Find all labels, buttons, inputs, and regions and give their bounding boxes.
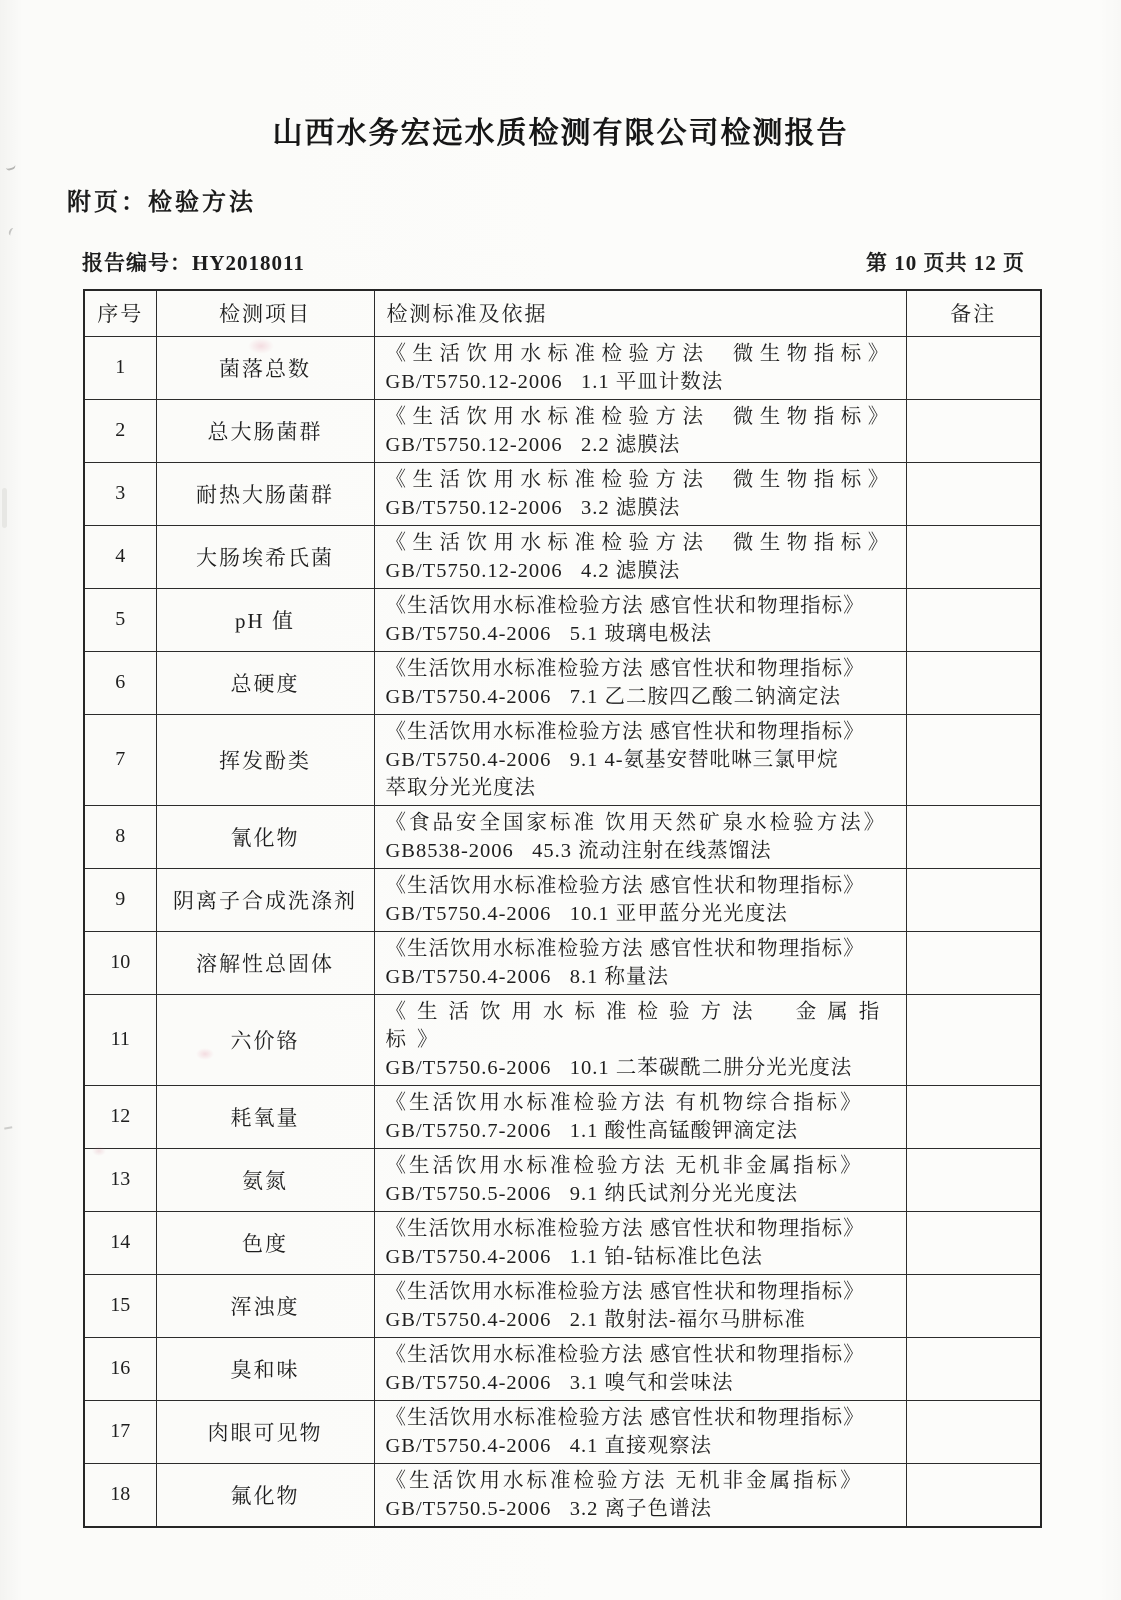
row-test-item: 大肠埃希氏菌 [156, 525, 374, 588]
row-remark [906, 588, 1041, 651]
row-remark [906, 1463, 1041, 1527]
row-test-standard [374, 336, 906, 399]
standard-line: 《生活饮用水标准检验方法 感官性状和物理指标》 [385, 1406, 865, 1429]
row-test-standard [374, 651, 906, 714]
standard-line: 《生活饮用水标准检验方法 感官性状和物理指标》 [385, 1217, 865, 1240]
standard-line: 《食品安全国家标准 饮用天然矿泉水检验方法》 [385, 811, 888, 834]
row-test-item: 菌落总数 [156, 336, 374, 399]
row-serial-number: 4 [84, 525, 156, 588]
table-row [84, 1211, 1041, 1274]
row-test-item: pH 值 [156, 588, 374, 651]
table-header-row [84, 290, 1041, 336]
table-row [84, 588, 1041, 651]
row-serial-number: 14 [84, 1211, 156, 1274]
standard-line: 《生活饮用水标准检验方法 感官性状和物理指标》 [385, 720, 865, 743]
row-serial-number: 2 [84, 399, 156, 462]
row-test-item: 浑浊度 [156, 1274, 374, 1337]
row-remark [906, 651, 1041, 714]
standard-line: GB/T5750.12-2006 1.1 平皿计数法 [385, 370, 724, 393]
row-serial-number: 7 [84, 714, 156, 805]
standard-line: GB8538-2006 45.3 流动注射在线蒸馏法 [385, 839, 772, 862]
standard-line: GB/T5750.4-2006 9.1 4-氨基安替吡啉三氯甲烷 [385, 748, 839, 771]
standard-line: GB/T5750.4-2006 3.1 嗅气和尝味法 [385, 1371, 734, 1394]
standard-line: GB/T5750.12-2006 2.2 滤膜法 [385, 433, 681, 456]
standard-line: 《生活饮用水标准检验方法 无机非金属指标》 [385, 1469, 864, 1492]
row-test-standard [374, 805, 906, 868]
standard-line: 《生活饮用水标准检验方法 金属指标》 [385, 1000, 891, 1051]
row-test-item: 氨氮 [156, 1148, 374, 1211]
standard-line: GB/T5750.12-2006 3.2 滤膜法 [385, 496, 681, 519]
meta-row [0, 247, 1121, 277]
row-test-standard [374, 714, 906, 805]
standard-line: 《生活饮用水标准检验方法 感官性状和物理指标》 [385, 594, 865, 617]
standard-line: 《生活饮用水标准检验方法 微生物指标》 [385, 342, 895, 365]
report-number: 报告编号：HY2018011 [82, 251, 305, 275]
table-row [84, 336, 1041, 399]
row-test-standard [374, 1337, 906, 1400]
scan-artifact [2, 488, 7, 528]
row-test-standard [374, 1211, 906, 1274]
standard-line: GB/T5750.5-2006 9.1 纳氏试剂分光光度法 [385, 1182, 799, 1205]
row-remark [906, 399, 1041, 462]
table-row [84, 525, 1041, 588]
row-serial-number: 5 [84, 588, 156, 651]
row-serial-number: 18 [84, 1463, 156, 1527]
row-test-item: 耐热大肠菌群 [156, 462, 374, 525]
row-test-item: 溶解性总固体 [156, 931, 374, 994]
row-remark [906, 1337, 1041, 1400]
table-row [84, 1400, 1041, 1463]
table-row [84, 1463, 1041, 1527]
row-test-item: 耗氧量 [156, 1085, 374, 1148]
row-serial-number: 9 [84, 868, 156, 931]
row-test-standard [374, 931, 906, 994]
standard-line: 《生活饮用水标准检验方法 感官性状和物理指标》 [385, 1280, 865, 1303]
standard-line: 《生活饮用水标准检验方法 微生物指标》 [385, 531, 895, 554]
standard-line: GB/T5750.4-2006 8.1 称量法 [385, 965, 670, 988]
row-remark [906, 868, 1041, 931]
table-row [84, 1337, 1041, 1400]
table-row [84, 931, 1041, 994]
row-test-standard [374, 1274, 906, 1337]
row-remark [906, 462, 1041, 525]
row-test-item: 总大肠菌群 [156, 399, 374, 462]
row-remark [906, 714, 1041, 805]
table-body [84, 336, 1041, 1527]
row-remark [906, 1148, 1041, 1211]
table-row [84, 1148, 1041, 1211]
row-test-standard [374, 994, 906, 1085]
page-subtitle: 附页：检验方法 [67, 189, 256, 216]
standard-line: 《生活饮用水标准检验方法 有机物综合指标》 [385, 1091, 864, 1114]
standard-line: GB/T5750.7-2006 1.1 酸性高锰酸钾滴定法 [385, 1119, 799, 1142]
table-row [84, 868, 1041, 931]
row-test-standard [374, 868, 906, 931]
row-serial-number: 13 [84, 1148, 156, 1211]
row-serial-number: 12 [84, 1085, 156, 1148]
standard-line: 《生活饮用水标准检验方法 微生物指标》 [385, 405, 895, 428]
row-test-standard [374, 588, 906, 651]
scan-artifact [8, 227, 17, 237]
table-row [84, 462, 1041, 525]
row-remark [906, 931, 1041, 994]
row-test-item: 总硬度 [156, 651, 374, 714]
row-serial-number: 11 [84, 994, 156, 1085]
table-row [84, 1085, 1041, 1148]
standard-line: GB/T5750.4-2006 2.1 散射法-福尔马肼标准 [385, 1308, 806, 1331]
row-serial-number: 16 [84, 1337, 156, 1400]
row-serial-number: 3 [84, 462, 156, 525]
scan-artifact [4, 1123, 13, 1129]
standard-line: 《生活饮用水标准检验方法 感官性状和物理指标》 [385, 1343, 865, 1366]
row-test-standard [374, 1463, 906, 1527]
standard-line: GB/T5750.4-2006 7.1 乙二胺四乙酸二钠滴定法 [385, 685, 842, 708]
row-remark [906, 525, 1041, 588]
standard-line: GB/T5750.5-2006 3.2 离子色谱法 [385, 1497, 713, 1520]
page-number-info: 第 10 页共 12 页 [866, 251, 1025, 275]
standard-line: GB/T5750.4-2006 5.1 玻璃电极法 [385, 622, 713, 645]
row-remark [906, 1211, 1041, 1274]
row-test-item: 阴离子合成洗涤剂 [156, 868, 374, 931]
table-row [84, 805, 1041, 868]
table-row [84, 714, 1041, 805]
row-test-item: 肉眼可见物 [156, 1400, 374, 1463]
standard-line: GB/T5750.4-2006 1.1 铂-钴标准比色法 [385, 1245, 763, 1268]
row-test-item: 臭和味 [156, 1337, 374, 1400]
row-serial-number: 1 [84, 336, 156, 399]
standard-line: 《生活饮用水标准检验方法 感官性状和物理指标》 [385, 657, 865, 680]
standard-line: 萃取分光光度法 [385, 776, 536, 799]
standard-line: 《生活饮用水标准检验方法 微生物指标》 [385, 468, 895, 491]
header-remark: 备注 [906, 290, 1041, 336]
row-test-item: 氰化物 [156, 805, 374, 868]
scan-artifact [6, 165, 17, 172]
table-header [84, 290, 1041, 336]
test-methods-table [83, 289, 1042, 1528]
table-row [84, 1274, 1041, 1337]
header-test-standard: 检测标准及依据 [374, 290, 906, 336]
standard-line: GB/T5750.12-2006 4.2 滤膜法 [385, 559, 681, 582]
row-test-standard [374, 1148, 906, 1211]
row-remark [906, 805, 1041, 868]
row-test-item: 挥发酚类 [156, 714, 374, 805]
row-test-standard [374, 1400, 906, 1463]
row-remark [906, 994, 1041, 1085]
row-test-item: 氟化物 [156, 1463, 374, 1527]
page-title: 山西水务宏远水质检测有限公司检测报告 [272, 117, 849, 150]
row-serial-number: 15 [84, 1274, 156, 1337]
standard-line: GB/T5750.4-2006 10.1 亚甲蓝分光光度法 [385, 902, 788, 925]
row-test-standard [374, 462, 906, 525]
table-row [84, 651, 1041, 714]
row-test-item: 六价铬 [156, 994, 374, 1085]
standard-line: 《生活饮用水标准检验方法 无机非金属指标》 [385, 1154, 864, 1177]
standard-line: GB/T5750.4-2006 4.1 直接观察法 [385, 1434, 713, 1457]
header-serial-number: 序号 [84, 290, 156, 336]
row-serial-number: 8 [84, 805, 156, 868]
row-remark [906, 1085, 1041, 1148]
standard-line: 《生活饮用水标准检验方法 感官性状和物理指标》 [385, 874, 865, 897]
row-serial-number: 10 [84, 931, 156, 994]
row-remark [906, 1274, 1041, 1337]
table-row [84, 399, 1041, 462]
row-test-standard [374, 525, 906, 588]
standard-line: GB/T5750.6-2006 10.1 二苯碳酰二肼分光光度法 [385, 1056, 853, 1079]
row-test-item: 色度 [156, 1211, 374, 1274]
row-serial-number: 6 [84, 651, 156, 714]
row-serial-number: 17 [84, 1400, 156, 1463]
row-remark [906, 1400, 1041, 1463]
standard-line: 《生活饮用水标准检验方法 感官性状和物理指标》 [385, 937, 865, 960]
header-test-item: 检测项目 [156, 290, 374, 336]
table-row [84, 994, 1041, 1085]
row-test-standard [374, 399, 906, 462]
row-remark [906, 336, 1041, 399]
row-test-standard [374, 1085, 906, 1148]
